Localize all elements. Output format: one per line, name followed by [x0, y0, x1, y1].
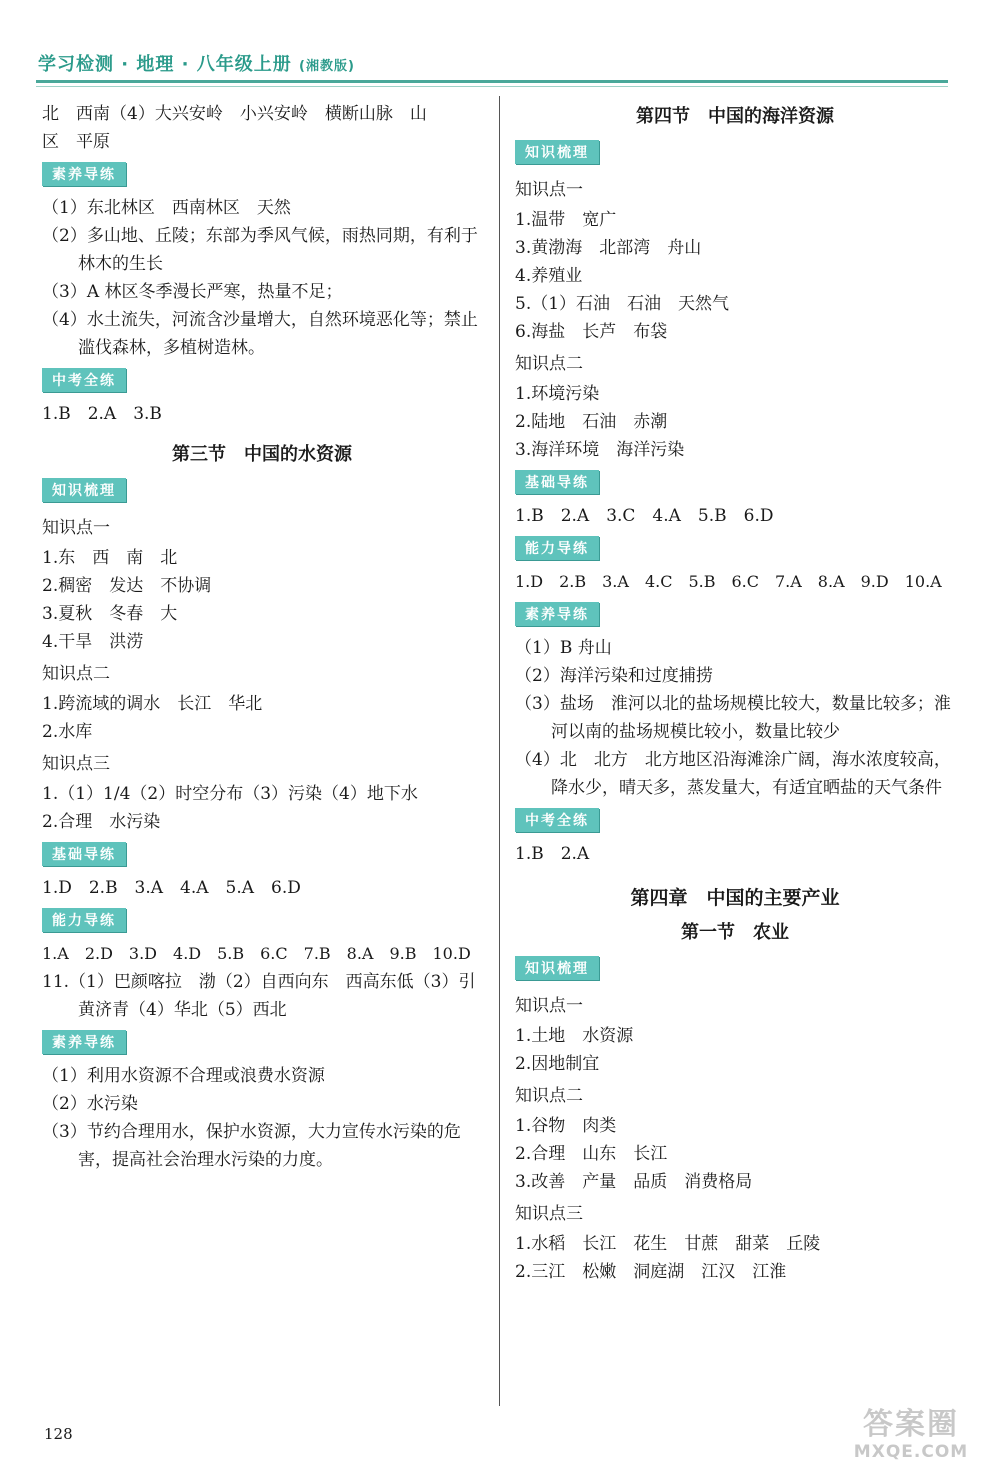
answer-line: 3.改善 产量 品质 消费格局: [515, 1172, 753, 1192]
answer-line: 3.夏秋 冬春 大: [42, 604, 178, 624]
answer-line: 2.合理 水污染: [42, 812, 161, 832]
knowledge-point-heading: 知识点三: [42, 754, 110, 774]
knowledge-point-heading: 知识点三: [515, 1204, 583, 1224]
section-title: 第三节 中国的水资源: [172, 444, 352, 465]
answer-line: 2.因地制宜: [515, 1054, 600, 1074]
running-header: [38, 50, 355, 76]
section-tag-suyang: 素养导练: [515, 602, 599, 626]
knowledge-point-heading: 知识点一: [42, 518, 110, 538]
answer-line: （4）水土流失，河流含沙量增大，自然环境恶化等；禁止滥伐森林，多植树造林。: [42, 310, 478, 358]
answer-line: 区 平原: [42, 132, 110, 152]
header-rule-thin: [36, 86, 948, 87]
answer-line: 北 西南（4）大兴安岭 小兴安岭 横断山脉 山: [42, 104, 427, 124]
answer-line: 4.干旱 洪涝: [42, 632, 144, 652]
answer-line: 11.（1）巴颜喀拉 渤（2）自西向东 西高东低（3）引黄济青（4）华北（5）西北: [42, 972, 476, 1020]
knowledge-point-heading: 知识点二: [515, 1086, 583, 1106]
watermark-url: MXQE.COM: [853, 1442, 969, 1462]
answer-line: 2.稠密 发达 不协调: [42, 576, 212, 596]
answer-line: 1.D 2.B 3.A 4.C 5.B 6.C 7.A 8.A 9.D 10.A: [515, 572, 942, 591]
section-tag-suyang: 素养导练: [42, 1030, 126, 1054]
answer-line: （1）B 舟山: [515, 638, 612, 658]
answer-line: 1.温带 宽广: [515, 210, 617, 230]
chapter-title: 第四章 中国的主要产业: [630, 887, 840, 909]
answer-line: 1.谷物 肉类: [515, 1116, 617, 1136]
answer-line: （1）利用水资源不合理或浪费水资源: [42, 1066, 325, 1086]
column-divider: [499, 96, 500, 1406]
answer-line: 1.B 2.A 3.C 4.A 5.B 6.D: [515, 506, 774, 526]
answer-line: 1.D 2.B 3.A 4.A 5.A 6.D: [42, 878, 301, 898]
section-tag-nengli: 能力导练: [42, 908, 126, 932]
section-title: 第四节 中国的海洋资源: [636, 106, 834, 127]
answer-line: 2.陆地 石油 赤潮: [515, 412, 668, 432]
answer-line: 3.黄渤海 北部湾 舟山: [515, 238, 702, 258]
section-tag-zhishi: 知识梳理: [515, 140, 599, 164]
section-tag-suyang: 素养导练: [42, 162, 126, 186]
answer-line: 1.东 西 南 北: [42, 548, 178, 568]
section-tag-zhongkao: 中考全练: [515, 808, 599, 832]
section-title: 第一节 农业: [681, 922, 789, 943]
answer-line: 1.土地 水资源: [515, 1026, 634, 1046]
knowledge-point-heading: 知识点二: [42, 664, 110, 684]
answer-line: 2.三江 松嫩 洞庭湖 江汉 江淮: [515, 1262, 787, 1282]
page-number: 128: [44, 1425, 73, 1443]
section-tag-zhishi: 知识梳理: [42, 478, 126, 502]
answer-line: （3）A 林区冬季漫长严寒，热量不足；: [42, 282, 343, 302]
answer-line: 3.海洋环境 海洋污染: [515, 440, 685, 460]
answer-line: 1.B 2.A 3.B: [42, 404, 162, 424]
answer-line: （2）水污染: [42, 1094, 138, 1114]
answer-line: （3）节约合理用水，保护水资源，大力宣传水污染的危害，提高社会治理水污染的力度。: [42, 1122, 461, 1170]
watermark-logo: [836, 1408, 986, 1472]
answer-line: （3）盐场 淮河以北的盐场规模比较大，数量比较多；淮河以南的盐场规模比较小，数量比较少: [515, 694, 951, 742]
answer-line: 1.A 2.D 3.D 4.D 5.B 6.C 7.B 8.A 9.B 10.D: [42, 944, 471, 963]
answer-line: 5.（1）石油 石油 天然气: [515, 294, 730, 314]
right-column: [515, 100, 955, 1286]
header-edition: (湘教版): [299, 59, 355, 74]
header-title: 学习检测 · 地理 · 八年级上册: [38, 54, 292, 75]
watermark-text: 答案圈: [863, 1407, 959, 1442]
answer-line: 2.合理 山东 长江: [515, 1144, 668, 1164]
answer-line: 6.海盐 长芦 布袋: [515, 322, 668, 342]
knowledge-point-heading: 知识点二: [515, 354, 583, 374]
answer-line: （2）多山地、丘陵；东部为季风气候，雨热同期，有利于林木的生长: [42, 226, 478, 274]
answer-line: 1.B 2.A: [515, 844, 590, 864]
section-tag-zhishi: 知识梳理: [515, 956, 599, 980]
answer-line: （4）北 北方 北方地区沿海滩涂广阔，海水浓度较高，降水少，晴天多，蒸发量大，有适宜晒盐的天气条件: [515, 750, 951, 798]
answer-line: 1.（1）1/4（2）时空分布（3）污染（4）地下水: [42, 784, 418, 804]
header-rule: [36, 80, 948, 83]
section-tag-zhongkao: 中考全练: [42, 368, 126, 392]
section-tag-nengli: 能力导练: [515, 536, 599, 560]
answer-line: 1.环境污染: [515, 384, 600, 404]
section-tag-jichu: 基础导练: [515, 470, 599, 494]
answer-line: （1）东北林区 西南林区 天然: [42, 198, 291, 218]
answer-line: 4.养殖业: [515, 266, 583, 286]
section-tag-jichu: 基础导练: [42, 842, 126, 866]
knowledge-point-heading: 知识点一: [515, 180, 583, 200]
answer-line: 1.跨流域的调水 长江 华北: [42, 694, 263, 714]
knowledge-point-heading: 知识点一: [515, 996, 583, 1016]
left-column: [42, 100, 482, 1174]
answer-line: 2.水库: [42, 722, 93, 742]
answer-line: （2）海洋污染和过度捕捞: [515, 666, 713, 686]
answer-line: 1.水稻 长江 花生 甘蔗 甜菜 丘陵: [515, 1234, 821, 1254]
